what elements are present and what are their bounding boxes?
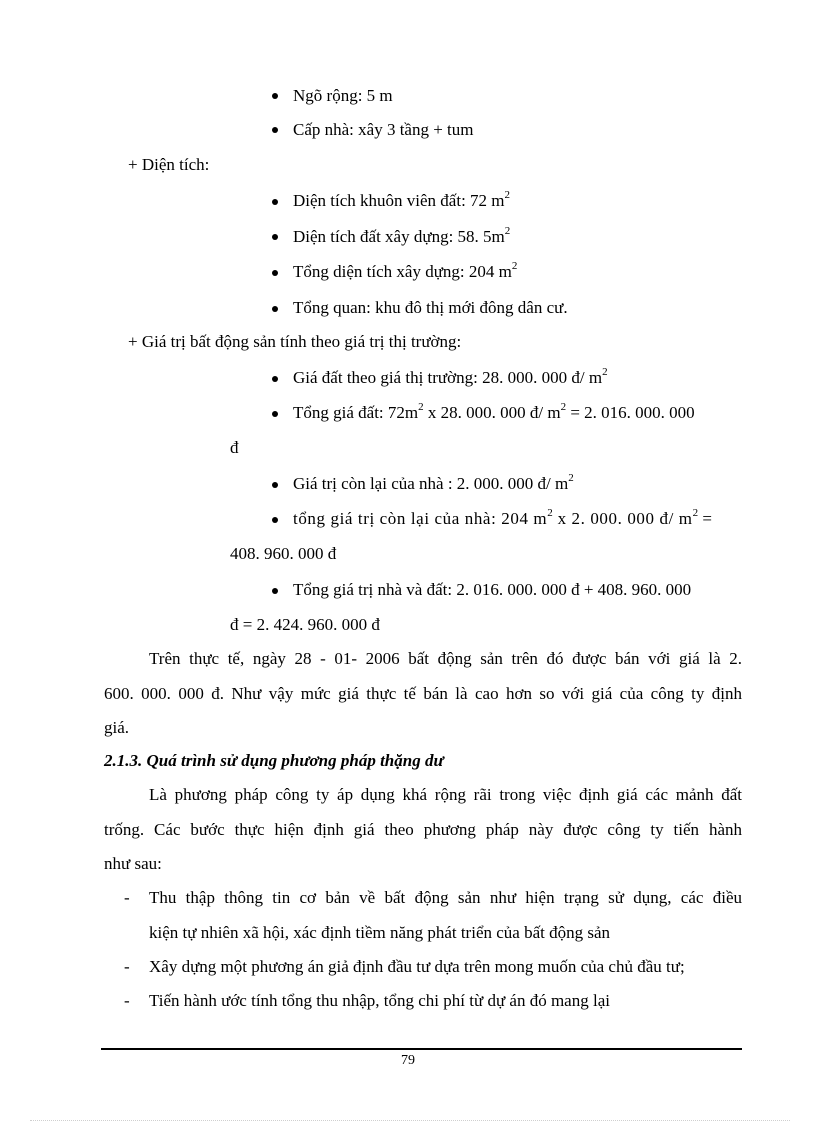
area-total-floor: Tổng diện tích xây dựng: 204 $m^2$ bbox=[293, 260, 518, 281]
valuation-remaining-total-cont: 408. 960. 000 đ bbox=[230, 544, 337, 563]
step-1-line-1: Thu thập thông tin cơ bản về bất động sản như hiện trạng sử dụng, các điều bbox=[149, 888, 742, 907]
step-3: Tiến hành ước tính tổng thu nhập, tổng chi phí từ dự án đó mang lại bbox=[149, 991, 610, 1010]
bullet-icon bbox=[272, 270, 278, 276]
bullet-icon bbox=[272, 93, 278, 99]
bullet-icon bbox=[272, 306, 278, 312]
section-intro-3: như sau: bbox=[104, 854, 162, 873]
bullet-icon bbox=[272, 411, 278, 417]
page-edge-divider bbox=[30, 1120, 790, 1121]
bullet-icon bbox=[272, 517, 278, 523]
bullet-icon bbox=[272, 234, 278, 240]
valuation-remaining-house: Giá trị còn lại của nhà : 2. 000. 000 đ/ $m^2$ bbox=[293, 472, 574, 493]
section-intro-1: Là phương pháp công ty áp dụng khá rộng rãi trong việc định giá các mảnh đất bbox=[149, 785, 742, 804]
area-overview: Tổng quan: khu đô thị mới đông dân cư. bbox=[293, 298, 568, 317]
bullet-icon bbox=[272, 127, 278, 133]
valuation-land-total-cont: đ bbox=[230, 438, 239, 457]
area-heading: + Diện tích: bbox=[128, 155, 210, 174]
valuation-remaining-total-text: tổng giá trị còn lại của nhà: 204 $m^2$ x 2. 000. 000 đ/ $m^2$ = bbox=[293, 507, 712, 528]
bullet-icon bbox=[272, 199, 278, 205]
bullet-icon bbox=[272, 588, 278, 594]
valuation-land-total: Tổng giá đất: $72m^2$ x 28. 000. 000 đ/ $m^2 = 2$. 016. 000. 000 bbox=[293, 401, 695, 422]
footer-rule bbox=[101, 1048, 742, 1050]
dash-bullet: - bbox=[124, 991, 130, 1010]
step-2: Xây dựng một phương án giả định đầu tư dựa trên mong muốn của chủ đầu tư; bbox=[149, 957, 685, 976]
step-1-line-2: kiện tự nhiên xã hội, xác định tiềm năng phát triển của bất động sản bbox=[149, 923, 611, 942]
conclusion-line-2: 600. 000. 000 đ. Như vậy mức giá thực tế bán là cao hơn so với giá của công ty định bbox=[104, 684, 742, 703]
bullet-icon bbox=[272, 376, 278, 382]
dash-bullet: - bbox=[124, 888, 130, 907]
area-built-land: Diện tích đất xây dựng: 58. $5m^2$ bbox=[293, 225, 511, 246]
spec-lane-width: Ngõ rộng: 5 m bbox=[293, 86, 393, 105]
spec-house-grade: Cấp nhà: xây 3 tầng + tum bbox=[293, 120, 474, 139]
dash-bullet: - bbox=[124, 957, 130, 976]
valuation-grand-total-cont: đ = 2. 424. 960. 000 đ bbox=[230, 615, 380, 634]
valuation-heading: + Giá trị bất động sản tính theo giá trị thị trường: bbox=[128, 332, 462, 351]
valuation-land-price: Giá đất theo giá thị trường: 28. 000. 000 đ/ $m^2$ bbox=[293, 366, 608, 387]
page-number: 79 bbox=[401, 1053, 415, 1068]
section-intro-2: trống. Các bước thực hiện định giá theo phương pháp này được công ty tiến hành bbox=[104, 820, 742, 839]
bullet-icon bbox=[272, 482, 278, 488]
conclusion-line-1: Trên thực tế, ngày 28 - 01- 2006 bất động sản trên đó được bán với giá là 2. bbox=[149, 649, 742, 668]
conclusion-line-3: giá. bbox=[104, 718, 130, 737]
area-land: Diện tích khuôn viên đất: 72 $m^2$ bbox=[293, 189, 511, 210]
valuation-grand-total: Tổng giá trị nhà và đất: 2. 016. 000. 000 đ + 408. 960. 000 bbox=[293, 580, 692, 599]
section-title: 2.1.3. Quá trình sử dụng phương pháp thặng dư bbox=[104, 751, 444, 770]
